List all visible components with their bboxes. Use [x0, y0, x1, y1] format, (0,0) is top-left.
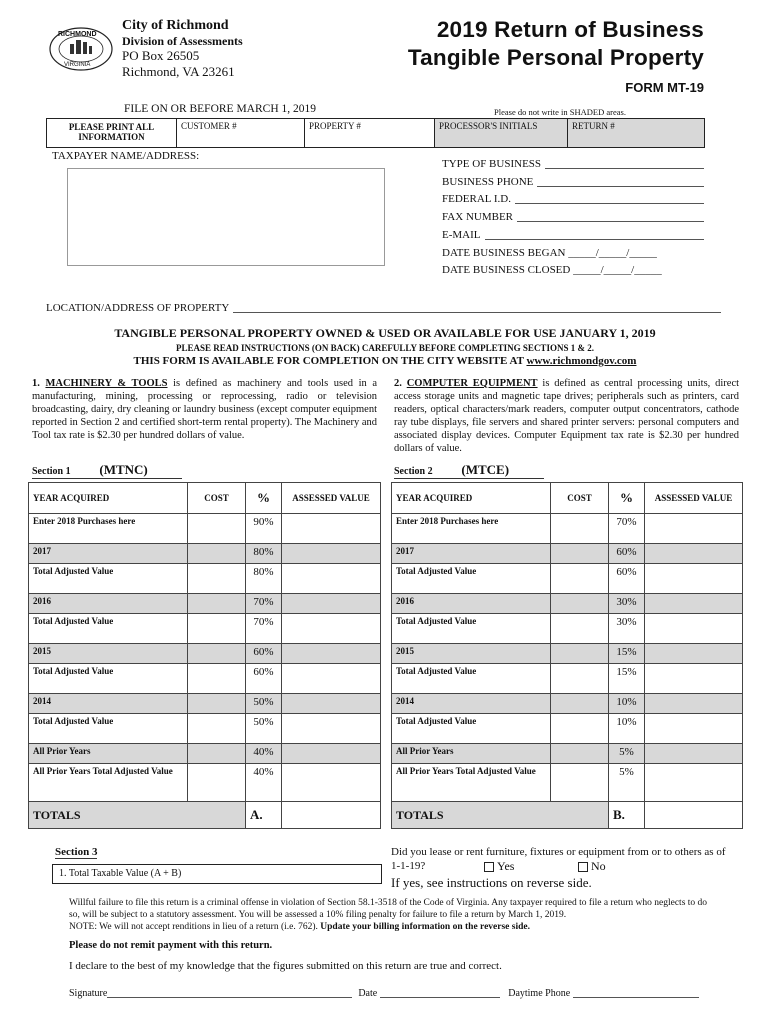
lease-question-text: Did you lease or rent furniture, fixtures or equipment from or to others as of 1-1-19?	[391, 846, 726, 872]
cost-cell[interactable]	[551, 694, 609, 714]
row-label: Enter 2018 Purchases here	[29, 514, 188, 544]
table-row	[392, 714, 743, 744]
no-checkbox[interactable]	[578, 862, 588, 872]
totals-row	[392, 802, 743, 829]
cost-cell[interactable]	[551, 644, 609, 664]
table-row	[392, 564, 743, 594]
table-row	[392, 544, 743, 564]
began-label: DATE BUSINESS BEGAN	[442, 247, 566, 259]
cost-cell[interactable]	[188, 664, 246, 694]
row-label: Enter 2018 Purchases here	[392, 514, 551, 544]
sec1-label: Section 1	[32, 466, 71, 477]
notice-website	[0, 355, 770, 367]
assessed-value-cell[interactable]	[645, 664, 743, 694]
row-label: 2014	[392, 694, 551, 714]
table-row	[29, 764, 381, 802]
form-title-line1: 2019 Return of Business	[436, 17, 704, 42]
row-label: 2016	[29, 594, 188, 614]
pct-cell: 15%	[609, 664, 645, 694]
sec2-label: Section 2	[394, 466, 433, 477]
pct-cell: 5%	[609, 764, 645, 802]
total-taxable-label: 1. Total Taxable Value (A + B)	[59, 868, 182, 879]
yes-checkbox[interactable]	[484, 862, 494, 872]
assessed-value-cell[interactable]	[645, 744, 743, 764]
pct-cell: 70%	[609, 514, 645, 544]
pct-cell: 60%	[246, 664, 282, 694]
table-row	[392, 744, 743, 764]
pct-cell: 60%	[609, 564, 645, 594]
row-label: All Prior Years Total Adjusted Value	[392, 764, 551, 802]
cost-cell[interactable]	[188, 744, 246, 764]
return-number-field	[568, 119, 704, 147]
totals-label: TOTALS	[392, 802, 609, 829]
form-title-line2: Tangible Personal Property	[407, 45, 704, 70]
section3-label: Section 3	[55, 846, 98, 858]
row-label: Total Adjusted Value	[29, 714, 188, 744]
division-name: Division of Assessments	[122, 34, 243, 48]
cost-cell[interactable]	[188, 564, 246, 594]
form-number: FORM MT-19	[625, 80, 704, 95]
totals-value-cell[interactable]	[282, 802, 381, 829]
return-label: RETURN #	[572, 121, 615, 131]
fax-label: FAX NUMBER	[442, 211, 514, 223]
col-assessed-header: ASSESSED VALUE	[282, 483, 381, 514]
table-row	[29, 664, 381, 694]
table-row	[29, 594, 381, 614]
phone-label: Daytime Phone	[508, 988, 571, 999]
sec2-num: 2.	[394, 378, 402, 389]
pct-cell: 80%	[246, 544, 282, 564]
col-year-header: YEAR ACQUIRED	[29, 483, 188, 514]
cost-cell[interactable]	[188, 694, 246, 714]
cost-cell[interactable]	[551, 744, 609, 764]
section2-table	[391, 482, 743, 829]
po-box: PO Box 26505	[122, 48, 200, 63]
table-row	[392, 594, 743, 614]
type-label: TYPE OF BUSINESS	[442, 158, 542, 170]
closed-date-blank: _____/_____/_____	[573, 264, 662, 276]
pct-cell: 30%	[609, 614, 645, 644]
lease-yes[interactable]	[484, 859, 514, 874]
federal-label: FEDERAL I.D.	[442, 193, 511, 205]
assessed-value-cell[interactable]	[645, 564, 743, 594]
cost-cell[interactable]	[551, 594, 609, 614]
assessed-value-cell[interactable]	[645, 614, 743, 644]
section1-label	[32, 462, 182, 479]
pct-cell: 15%	[609, 644, 645, 664]
property-label: PROPERTY #	[309, 121, 361, 131]
location-field[interactable]	[46, 302, 721, 314]
pct-cell: 40%	[246, 764, 282, 802]
row-label: 2015	[392, 644, 551, 664]
table-row	[29, 644, 381, 664]
col-pct-header: %	[246, 483, 282, 514]
row-label: Total Adjusted Value	[29, 664, 188, 694]
assessed-value-cell[interactable]	[645, 594, 743, 614]
assessed-value-cell[interactable]	[282, 514, 381, 544]
city-name: City of Richmond	[122, 18, 229, 33]
totals-letter: B.	[609, 802, 645, 829]
cost-cell[interactable]	[188, 644, 246, 664]
yes-label: Yes	[497, 859, 515, 873]
section2-description	[394, 377, 739, 455]
city-state: Richmond, VA 23261	[122, 64, 235, 79]
assessed-value-cell[interactable]	[645, 514, 743, 544]
totals-row	[29, 802, 381, 829]
assessed-value-cell[interactable]	[282, 714, 381, 744]
processor-label: PROCESSOR'S INITIALS	[439, 121, 538, 131]
customer-label: CUSTOMER #	[181, 121, 237, 131]
pct-cell: 60%	[246, 644, 282, 664]
pct-cell: 40%	[246, 744, 282, 764]
processor-initials-field	[435, 119, 568, 147]
pct-cell: 70%	[246, 614, 282, 644]
table-row	[392, 614, 743, 644]
col-cost-header: COST	[188, 483, 246, 514]
table-row	[29, 544, 381, 564]
row-label: Total Adjusted Value	[29, 564, 188, 594]
sec2-code: (MTCE)	[461, 462, 510, 477]
cost-cell[interactable]	[188, 764, 246, 802]
totals-letter: A.	[246, 802, 282, 829]
lease-question	[391, 845, 736, 873]
no-label: No	[591, 859, 606, 873]
assessed-value-cell[interactable]	[282, 644, 381, 664]
cost-cell[interactable]	[551, 664, 609, 694]
table-row	[29, 714, 381, 744]
assessed-value-cell[interactable]	[645, 694, 743, 714]
row-label: 2015	[29, 644, 188, 664]
total-taxable-value-field[interactable]	[52, 864, 382, 884]
note-text: NOTE: We will not accept renditions in lieu of a return (i.e. 762).	[69, 922, 318, 932]
cost-cell[interactable]	[188, 544, 246, 564]
assessed-value-cell[interactable]	[282, 544, 381, 564]
signature-label: Signature	[69, 988, 108, 999]
row-label: 2016	[392, 594, 551, 614]
phone-label: BUSINESS PHONE	[442, 176, 534, 188]
sec1-text: is defined as machinery and tools used in a manufacturing, mining, processing or reprocessing, radio or television broadcasting, dairy, dry cleaning or laundry business (except computer equipment reported in Section 2 and certified short-term rental property). The Machinery and Tool tax rate is $2.30 per hundred dollars of value.	[32, 378, 378, 441]
assessed-value-cell[interactable]	[282, 664, 381, 694]
sec2-heading: COMPUTER EQUIPMENT	[406, 378, 538, 389]
began-date-blank: _____/_____/_____	[568, 247, 657, 259]
row-label: 2014	[29, 694, 188, 714]
sec1-heading: MACHINERY & TOOLS	[45, 378, 168, 389]
table-row	[392, 514, 743, 544]
lease-instructions: If yes, see instructions on reverse side.	[391, 875, 592, 890]
row-label: Total Adjusted Value	[392, 564, 551, 594]
table-row	[29, 564, 381, 594]
table-row	[29, 614, 381, 644]
closed-label: DATE BUSINESS CLOSED	[442, 264, 571, 276]
pct-cell: 10%	[609, 714, 645, 744]
pct-cell: 70%	[246, 594, 282, 614]
table-row	[392, 694, 743, 714]
totals-value-cell[interactable]	[645, 802, 743, 829]
table-row	[392, 644, 743, 664]
seal-bottom-text: VIRGINIA	[64, 62, 91, 68]
col-cost-header: COST	[551, 483, 609, 514]
shaded-note: Please do not write in SHADED areas.	[494, 107, 626, 117]
cost-cell[interactable]	[551, 514, 609, 544]
cost-cell[interactable]	[551, 564, 609, 594]
business-phone-field[interactable]	[442, 176, 704, 188]
pct-cell: 80%	[246, 564, 282, 594]
email-label: E-MAIL	[442, 229, 481, 241]
phone-line[interactable]	[573, 988, 699, 998]
declaration: I declare to the best of my knowledge that the figures submitted on this return are true and correct.	[69, 960, 502, 972]
assessed-value-cell[interactable]	[282, 744, 381, 764]
fax-number-field[interactable]	[442, 211, 704, 223]
website-link[interactable]: www.richmondgov.com	[526, 355, 637, 367]
date-label: Date	[358, 988, 378, 999]
totals-label: TOTALS	[29, 802, 246, 829]
type-of-business-field[interactable]	[442, 158, 704, 170]
table-row	[392, 664, 743, 694]
row-label: All Prior Years	[392, 744, 551, 764]
cost-cell[interactable]	[188, 714, 246, 744]
cost-cell[interactable]	[188, 594, 246, 614]
cost-cell[interactable]	[188, 614, 246, 644]
assessed-value-cell[interactable]	[645, 764, 743, 802]
col-pct-header: %	[609, 483, 645, 514]
assessed-value-cell[interactable]	[645, 544, 743, 564]
taxpayer-label: TAXPAYER NAME/ADDRESS:	[52, 150, 200, 162]
pct-cell: 90%	[246, 514, 282, 544]
row-label: Total Adjusted Value	[392, 614, 551, 644]
date-line[interactable]	[380, 988, 500, 998]
section1-description	[32, 377, 377, 442]
cost-cell[interactable]	[551, 614, 609, 644]
row-label: All Prior Years Total Adjusted Value	[29, 764, 188, 802]
cost-cell[interactable]	[551, 714, 609, 744]
note-bold-text: Update your billing information on the reverse side.	[320, 922, 530, 932]
row-label: Total Adjusted Value	[392, 714, 551, 744]
assessed-value-cell[interactable]	[282, 764, 381, 802]
table-row	[392, 764, 743, 802]
cost-cell[interactable]	[551, 544, 609, 564]
assessed-value-cell[interactable]	[282, 564, 381, 594]
website-text: THIS FORM IS AVAILABLE FOR COMPLETION ON THE CITY WEBSITE AT	[133, 355, 524, 367]
footer-warning	[69, 897, 709, 933]
location-label: LOCATION/ADDRESS OF PROPERTY	[46, 302, 230, 314]
row-label: 2017	[29, 544, 188, 564]
row-label: 2017	[392, 544, 551, 564]
section1-table	[28, 482, 381, 829]
sec1-code: (MTNC)	[99, 462, 148, 477]
row-label: All Prior Years	[29, 744, 188, 764]
email-field[interactable]	[442, 229, 704, 241]
assessed-value-cell[interactable]	[645, 644, 743, 664]
taxpayer-address-input[interactable]	[67, 168, 385, 266]
warning-text: Willful failure to file this return is a criminal offense in violation of Section 58.1-3518 of the Code of Virginia. Any taxpayer required to file a return who neglects to do so, will be subject to a statutory assessment. You will be assessed a 10% filing penalty for failure to file a return by March 1, 2019.	[69, 898, 708, 920]
pct-cell: 50%	[246, 714, 282, 744]
lease-no[interactable]	[578, 859, 606, 874]
pct-cell: 30%	[609, 594, 645, 614]
federal-id-field[interactable]	[442, 193, 704, 205]
pct-cell: 60%	[609, 544, 645, 564]
cost-cell[interactable]	[188, 514, 246, 544]
property-number-field[interactable]	[305, 119, 435, 147]
col-year-header: YEAR ACQUIRED	[392, 483, 551, 514]
row-label: Total Adjusted Value	[392, 664, 551, 694]
signature-row	[69, 988, 709, 999]
date-closed-field[interactable]	[442, 264, 704, 276]
filing-deadline: FILE ON OR BEFORE MARCH 1, 2019	[124, 103, 317, 115]
cost-cell[interactable]	[551, 764, 609, 802]
sec1-num: 1.	[32, 378, 40, 389]
assessed-value-cell[interactable]	[282, 614, 381, 644]
notice-instructions: PLEASE READ INSTRUCTIONS (ON BACK) CAREFULLY BEFORE COMPLETING SECTIONS 1 & 2.	[176, 343, 594, 353]
table-row	[29, 514, 381, 544]
print-notice: PLEASE PRINT ALL INFORMATION	[47, 119, 177, 147]
table-row	[29, 694, 381, 714]
assessed-value-cell[interactable]	[282, 694, 381, 714]
section2-label	[394, 462, 544, 479]
city-seal	[48, 26, 114, 72]
customer-number-field[interactable]	[177, 119, 305, 147]
sec2-text: is defined as central processing units, direct access storage units and magnetic tape drives; peripherals such as printers, card readers, optical characters/mark readers, computer output concentrators, cathode ray tube displays, file servers and shared printer servers: personal computers and associated display devices. Computer Equipment tax rate is $2.30 per hundred dollars of value.	[394, 378, 740, 454]
id-row	[46, 118, 705, 148]
notice-heading: TANGIBLE PERSONAL PROPERTY OWNED & USED OR AVAILABLE FOR USE JANUARY 1, 2019	[114, 326, 656, 340]
assessed-value-cell[interactable]	[645, 714, 743, 744]
pct-cell: 50%	[246, 694, 282, 714]
col-assessed-header: ASSESSED VALUE	[645, 483, 743, 514]
row-label: Total Adjusted Value	[29, 614, 188, 644]
signature-line[interactable]	[107, 988, 352, 998]
pct-cell: 10%	[609, 694, 645, 714]
seal-top-text: RICHMOND	[58, 31, 97, 38]
table-row	[29, 744, 381, 764]
assessed-value-cell[interactable]	[282, 594, 381, 614]
no-remit-notice: Please do not remit payment with this return.	[69, 940, 273, 951]
date-began-field[interactable]	[442, 247, 704, 259]
pct-cell: 5%	[609, 744, 645, 764]
